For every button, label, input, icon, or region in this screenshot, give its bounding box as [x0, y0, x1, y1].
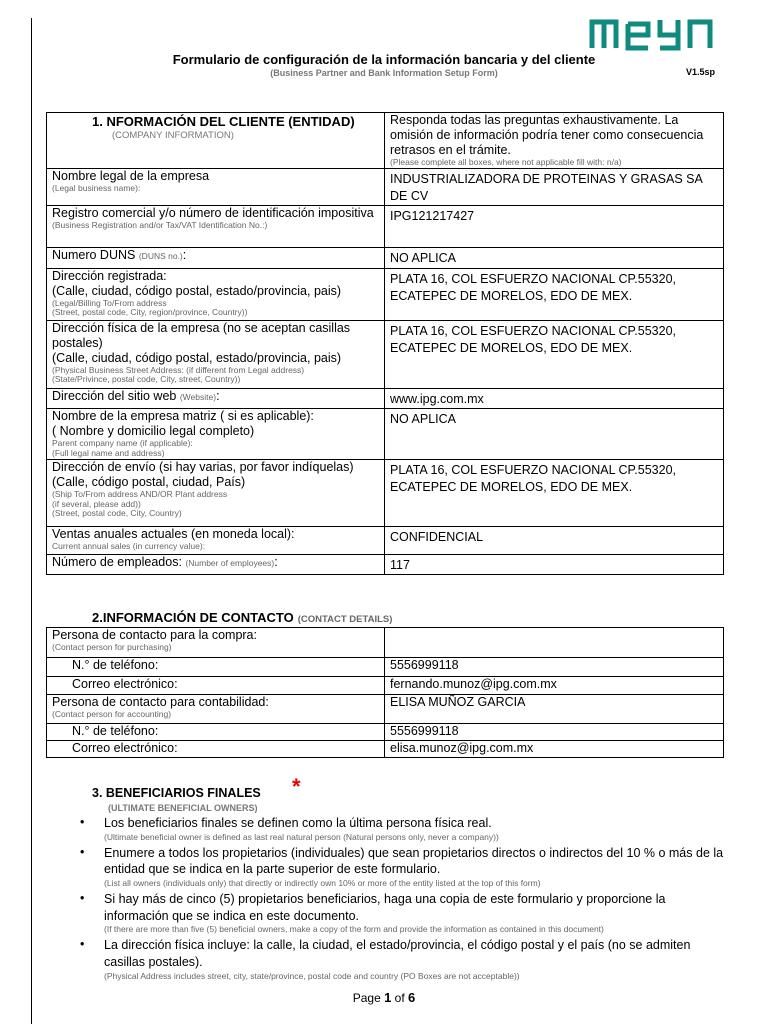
bullet-text-en: (List all owners (individuals only) that directly or indirectly own 10% or more of the entity listed at the top of this form): [104, 877, 541, 888]
field-label-en: (Contact person for accounting): [52, 709, 172, 719]
instructions-text-en: (Please complete all boxes, where not applicable fill with: n/a): [390, 157, 622, 167]
section1-title-en: (COMPANY INFORMATION): [112, 129, 234, 141]
field-value: NO APLICA: [390, 251, 456, 266]
bullet-text: La dirección física incluye: la calle, la ciudad, el estado/provincia, el código postal y el país (no se admiten casillas postales).: [104, 938, 691, 969]
field-label-2: ( Nombre y domicilio legal completo): [52, 423, 255, 438]
accounting-phone-value-field[interactable]: [385, 724, 724, 741]
field-label: Dirección registrada:: [52, 268, 167, 283]
field-value: INDUSTRIALIZADORA DE PROTEINAS Y GRASAS SA DE CV: [390, 171, 703, 204]
purchase-contact-label-cell: [47, 628, 385, 658]
legal-name-row: [47, 168, 724, 206]
field-label: Persona de contacto para contabilidad:: [52, 695, 269, 709]
field-value: NO APLICA: [390, 411, 456, 426]
bullet-text: Los beneficiarios finales se definen como la última persona física real.: [104, 816, 492, 830]
employees-value-field[interactable]: [385, 554, 724, 574]
purchase-phone-value-field[interactable]: [385, 658, 724, 677]
tax-id-value-field[interactable]: [385, 206, 724, 248]
company-info-table: [46, 112, 724, 575]
shipping-address-row: [47, 459, 724, 526]
accounting-email-row: [47, 741, 724, 758]
physical-address-row: [47, 320, 724, 388]
parent-company-label-cell: [47, 408, 385, 459]
field-label-en-2: (if several, please add)): [52, 498, 141, 509]
field-label: Número de empleados: (Number of employees):: [52, 554, 278, 569]
field-label-en: Current annual sales (in currency value):: [52, 540, 206, 551]
section1-header-row: [47, 113, 724, 169]
field-value: [390, 628, 718, 630]
accounting-contact-label-cell: [47, 695, 385, 724]
field-label: Numero DUNS (DUNS no.):: [52, 248, 187, 263]
accounting-contact-value-field[interactable]: [385, 695, 724, 724]
registered-address-label-cell: [47, 268, 385, 320]
tax-id-row: [47, 206, 724, 248]
list-item: [80, 891, 730, 935]
list-item: [80, 815, 730, 843]
registered-address-value-field[interactable]: [385, 268, 724, 320]
contact-info-table: [46, 627, 724, 758]
field-label: Dirección física de la empresa (no se aceptan casillas postales): [52, 320, 351, 350]
parent-company-row: [47, 408, 724, 459]
registered-address-row: [47, 268, 724, 320]
bullet-icon: •: [80, 844, 85, 859]
beneficial-owners-list: [80, 815, 730, 984]
purchase-phone-row: [47, 658, 724, 677]
parent-company-value-field[interactable]: [385, 408, 724, 459]
purchase-phone-label-cell: [47, 658, 385, 677]
field-label-2: (Calle, ciudad, código postal, estado/provincia, pais): [52, 350, 342, 365]
section3-title: 3. BENEFICIARIOS FINALES: [92, 786, 261, 800]
form-title: Formulario de configuración de la información bancaria y del cliente: [172, 52, 596, 67]
purchase-email-value-field[interactable]: [385, 677, 724, 695]
section3-title-en: (ULTIMATE BENEFICIAL OWNERS): [108, 803, 258, 813]
field-value: www.ipg.com.mx: [390, 391, 484, 406]
form-subtitle: (Business Partner and Bank Information Setup Form): [270, 68, 498, 78]
field-label-2: (Calle, ciudad, código postal, estado/provincia, pais): [52, 283, 342, 298]
field-value: PLATA 16, COL ESFUERZO NACIONAL CP.55320, ECATEPEC DE MORELOS, EDO DE MEX.: [390, 323, 676, 355]
field-label: Nombre legal de la empresa: [52, 168, 210, 183]
duns-value-field[interactable]: [385, 248, 724, 268]
shipping-address-value-field[interactable]: [385, 459, 724, 526]
field-label-en: (Physical Business Street Address: (if different from Legal address): [52, 364, 305, 375]
field-label: Dirección de envío (si hay varias, por favor indíquelas): [52, 459, 354, 474]
duns-row: [47, 248, 724, 268]
employees-label-cell: [47, 554, 385, 574]
annual-sales-value-field[interactable]: [385, 526, 724, 554]
legal-name-value-field[interactable]: [385, 168, 724, 206]
version-label: V1.5sp: [686, 67, 716, 77]
purchase-email-row: [47, 677, 724, 695]
field-label-en: Parent company name (if applicable):: [52, 437, 193, 448]
website-row: [47, 388, 724, 408]
section1-heading-cell: [47, 113, 385, 169]
field-label: Ventas anuales actuales (en moneda local):: [52, 526, 295, 541]
field-value: PLATA 16, COL ESFUERZO NACIONAL CP.55320, ECATEPEC DE MORELOS, EDO DE MEX.: [390, 271, 676, 303]
page-margin-line: [31, 18, 32, 1024]
accounting-email-value-field[interactable]: [385, 741, 724, 758]
bullet-icon: •: [80, 815, 85, 829]
section1-title: 1. NFORMACIÓN DEL CLIENTE (ENTIDAD): [92, 114, 355, 129]
annual-sales-label-cell: [47, 526, 385, 554]
bullet-icon: •: [80, 890, 85, 905]
accounting-contact-row: [47, 695, 724, 724]
bullet-text-en: (If there are more than five (5) beneficial owners, make a copy of the form and provide the information as contained in this document): [104, 924, 604, 935]
field-label-2: (Calle, código postal, ciudad, País): [52, 474, 246, 489]
bullet-text: Si hay más de cinco (5) propietarios beneficiarios, haga una copia de este formulario y proporcione la información que se indica en este documento.: [104, 891, 666, 923]
field-value: 5556999118: [390, 724, 459, 738]
field-label-en: (Contact person for purchasing): [52, 642, 172, 652]
physical-address-label-cell: [47, 320, 385, 388]
accounting-phone-row: [47, 724, 724, 741]
field-label-en: (Ship To/From address AND/OR Plant address: [52, 488, 228, 499]
bullet-text-en: (Ultimate beneficial owner is defined as last real natural person (Natural persons only, never a company)): [104, 831, 499, 842]
field-label-en: (Legal/Billing To/From address: [52, 297, 167, 308]
field-label-en-3: (Street, postal code, City, Country): [52, 508, 182, 519]
section1-instructions-cell: [385, 113, 724, 169]
field-value: 117: [390, 557, 410, 572]
field-label: Correo electrónico:: [72, 677, 178, 691]
duns-label-cell: [47, 248, 385, 268]
purchase-contact-value-field[interactable]: [385, 628, 724, 658]
field-value: CONFIDENCIAL: [390, 529, 484, 544]
list-item: [80, 845, 730, 889]
field-label: N.° de teléfono:: [72, 724, 159, 738]
list-item: [80, 937, 730, 981]
field-label-en-2: (Street, postal code, City, region/province, Country)): [52, 307, 248, 318]
field-label: Registro comercial y/o número de identificación impositiva: [52, 206, 374, 221]
tax-id-label-cell: [47, 206, 385, 248]
field-value: PLATA 16, COL ESFUERZO NACIONAL CP.55320, ECATEPEC DE MORELOS, EDO DE MEX.: [390, 462, 676, 495]
field-label: Dirección del sitio web (Website):: [52, 388, 220, 403]
field-label: Correo electrónico:: [72, 741, 178, 755]
shipping-address-label-cell: [47, 459, 385, 526]
bullet-text: Enumere a todos los propietarios (individuales) que sean propietarios directos o indirectos del 10 % o más de la entidad que se indica en la parte superior de este formulario.: [104, 845, 724, 877]
employees-row: [47, 554, 724, 574]
field-value: fernando.munoz@ipg.com.mx: [390, 677, 557, 691]
accounting-phone-label-cell: [47, 724, 385, 741]
instructions-text: Responda todas las preguntas exhaustivamente. La omisión de información podría tener como consecuencia retrasos en el trámite.: [390, 113, 704, 157]
meyn-logo: [588, 14, 722, 52]
purchase-contact-row: [47, 628, 724, 658]
field-label-en: (Legal business name):: [52, 182, 141, 193]
field-value: ELISA MUÑOZ GARCIA: [390, 695, 526, 709]
page-number: Page 1 of 6: [352, 990, 416, 1005]
bullet-text-en: (Physical Address includes street, city, state/province, postal code and country (PO Boxes are not acceptable)): [104, 970, 520, 981]
purchase-email-label-cell: [47, 677, 385, 695]
website-label-cell: [47, 388, 385, 408]
annual-sales-row: [47, 526, 724, 554]
legal-name-label-cell: [47, 168, 385, 206]
field-label-en-2: (Full legal name and address): [52, 447, 165, 458]
field-label: Persona de contacto para la compra:: [52, 628, 257, 642]
field-value: elisa.munoz@ipg.com.mx: [390, 741, 534, 755]
bullet-icon: •: [80, 937, 85, 952]
field-value: IPG121217427: [390, 209, 475, 224]
field-label: N.° de teléfono:: [72, 658, 159, 672]
website-value-field[interactable]: [385, 388, 724, 408]
field-value: 5556999118: [390, 658, 459, 672]
physical-address-value-field[interactable]: [385, 320, 724, 388]
field-label-en: (Business Registration and/or Tax/VAT Identification No.:): [52, 220, 268, 231]
accounting-email-label-cell: [47, 741, 385, 758]
required-asterisk-icon: *: [292, 774, 301, 799]
section2-title: 2.INFORMACIÓN DE CONTACTO (CONTACT DETAILS): [92, 610, 393, 625]
field-label-en-2: (State/Privince, postal code, City, street, Country)): [52, 374, 241, 385]
field-label: Nombre de la empresa matriz ( si es aplicable):: [52, 408, 314, 423]
